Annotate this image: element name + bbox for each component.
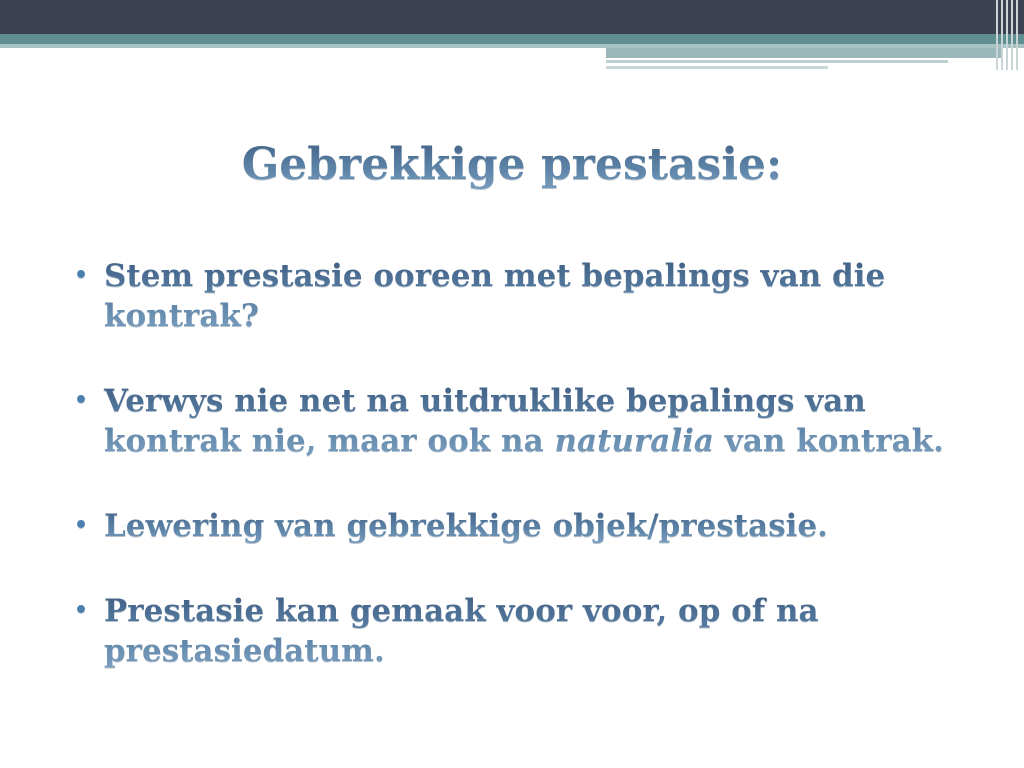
bullet-icon: • <box>74 598 89 623</box>
bullet-icon: • <box>74 388 89 413</box>
bullet-item <box>74 591 974 671</box>
bullet-item <box>74 506 974 546</box>
bullet-text: van kontrak. <box>714 423 944 459</box>
bullet-text: Stem prestasie ooreen met bepalings van die kontrak? <box>104 258 886 334</box>
header-decor-line <box>606 60 948 63</box>
bullet-text: Prestasie kan gemaak voor voor, op of na prestasiedatum. <box>104 593 819 669</box>
bullet-item <box>74 256 974 336</box>
header-stripes-decoration <box>994 0 1024 70</box>
bullet-icon: • <box>74 263 89 288</box>
bullet-text: Verwys nie net na uitdruklike bepalings van kontrak nie, maar ook na <box>104 383 866 459</box>
header-decor-line <box>606 66 828 69</box>
header-tab-decoration <box>606 48 1002 58</box>
bullet-list <box>74 256 974 716</box>
bullet-text: Lewering van gebrekkige objek/prestasie. <box>104 508 828 544</box>
bullet-item <box>74 381 974 461</box>
header-accent-bar <box>0 34 1024 44</box>
bullet-icon: • <box>74 513 89 538</box>
header-bar <box>0 0 1024 34</box>
bullet-emphasis: naturalia <box>554 423 715 459</box>
slide-title: Gebrekkige prestasie: <box>0 136 1024 194</box>
